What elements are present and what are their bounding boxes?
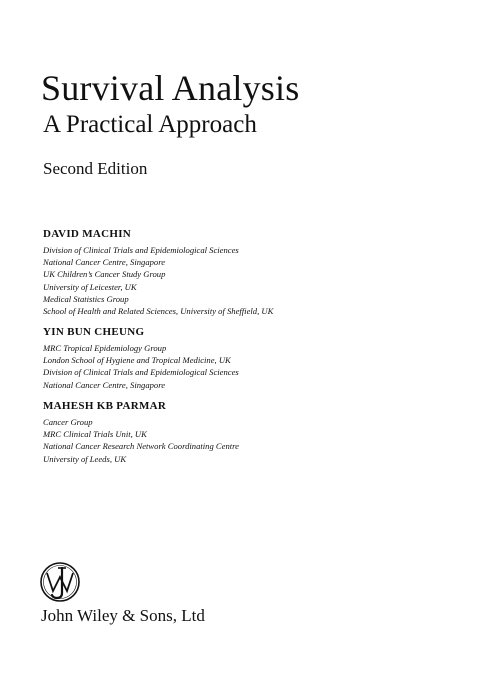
- author-name: MAHESH KB PARMAR: [43, 400, 167, 412]
- affiliation-line: Division of Clinical Trials and Epidemiological Sciences: [43, 245, 239, 255]
- affiliation-line: Medical Statistics Group: [43, 293, 129, 304]
- affiliation-line: National Cancer Centre, Singapore: [43, 257, 166, 268]
- wiley-logo-icon: [38, 560, 82, 604]
- affiliation-line: Cancer Group: [43, 417, 93, 427]
- book-subtitle: A Practical Approach: [43, 111, 257, 138]
- affiliation-line: Division of Clinical Trials and Epidemiological Sciences: [43, 367, 239, 378]
- affiliation-line: National Cancer Research Network Coordinating Centre: [43, 441, 239, 452]
- publisher-name: John Wiley & Sons, Ltd: [41, 606, 205, 625]
- affiliation-line: National Cancer Centre, Singapore: [43, 379, 166, 390]
- book-title: Survival Analysis: [41, 68, 300, 108]
- affiliation-line: MRC Clinical Trials Unit, UK: [43, 429, 147, 440]
- affiliation-line: MRC Tropical Epidemiology Group: [43, 343, 167, 353]
- affiliation-line: University of Leicester, UK: [43, 281, 137, 292]
- author-block-parmar: [43, 399, 239, 465]
- affiliation-line: UK Children’s Cancer Study Group: [43, 269, 166, 280]
- affiliation-line: London School of Hygiene and Tropical Medicine, UK: [43, 355, 231, 366]
- author-block-cheung: [43, 325, 239, 391]
- edition-label: Second Edition: [43, 159, 148, 178]
- author-block-machin: [43, 227, 273, 317]
- affiliation-line: University of Leeds, UK: [43, 453, 127, 464]
- author-name: DAVID MACHIN: [43, 228, 132, 240]
- affiliation-line: School of Health and Related Sciences, University of Sheffield, UK: [43, 306, 274, 317]
- author-name: YIN BUN CHEUNG: [43, 326, 145, 338]
